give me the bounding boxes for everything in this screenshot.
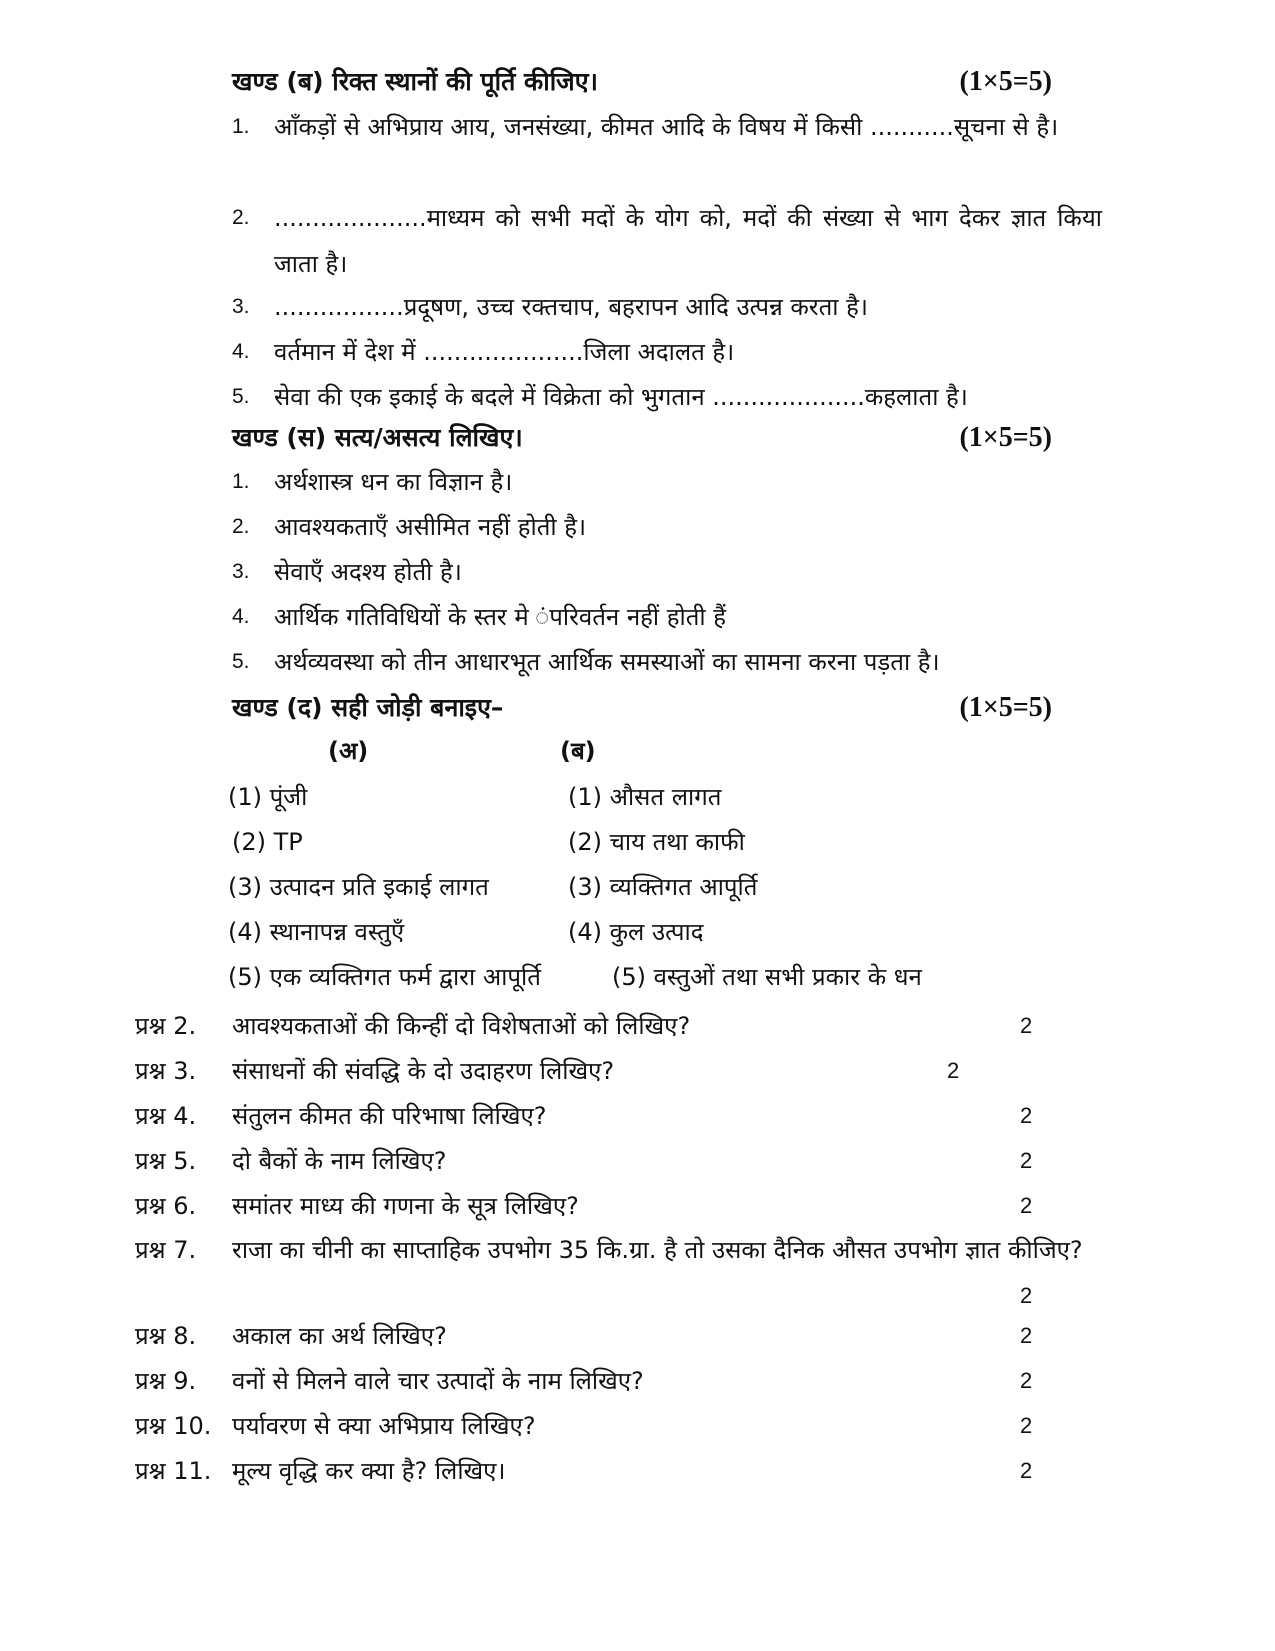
item-number: 5. bbox=[232, 650, 250, 673]
item-number: 4. bbox=[232, 605, 250, 628]
item-text: अर्थशास्त्र धन का विज्ञान है। bbox=[274, 468, 513, 496]
question-marks: 2 bbox=[947, 1058, 960, 1083]
question-label: प्रश्न 5. bbox=[135, 1147, 197, 1175]
question-text: राजा का चीनी का साप्ताहिक उपभोग 35 कि.ग्रा. है तो उसका दैनिक औसत उपभोग ज्ञात कीजिए? bbox=[232, 1236, 1083, 1264]
item-number: 1. bbox=[232, 115, 250, 138]
item-text: आर्थिक गतिविधियों के स्तर मे ंपरिवर्तन नहीं होती हैं bbox=[274, 603, 726, 631]
item-number: 5. bbox=[232, 385, 250, 408]
question-marks: 2 bbox=[1020, 1413, 1033, 1438]
question-label: प्रश्न 8. bbox=[135, 1322, 197, 1350]
section-d-title: खण्ड (द) सही जोड़ी बनाइए– bbox=[232, 693, 504, 722]
question-label: प्रश्न 10. bbox=[135, 1412, 212, 1440]
question-label: प्रश्न 4. bbox=[135, 1102, 197, 1130]
question-marks: 2 bbox=[1020, 1283, 1033, 1308]
item-text: .................प्रदूषण, उच्च रक्तचाप, बहरापन आदि उत्पन्न करता है। bbox=[274, 293, 868, 321]
item-number: 4. bbox=[232, 340, 250, 363]
column-b-item-5: (5) वस्तुओं तथा सभी प्रकार के धन bbox=[612, 963, 922, 991]
column-a-item-2: (2) TP bbox=[232, 828, 303, 856]
item-text: आवश्यकताएँ असीमित नहीं होती है। bbox=[274, 513, 587, 541]
section-b-title: खण्ड (ब) रिक्त स्थानों की पूर्ति कीजिए। bbox=[232, 67, 599, 96]
column-b-item-3: (3) व्यक्तिगत आपूर्ति bbox=[568, 873, 758, 901]
item-number: 3. bbox=[232, 295, 250, 318]
question-text: समांतर माध्य की गणना के सूत्र लिखिए? bbox=[232, 1192, 579, 1220]
section-c-heading bbox=[232, 418, 1052, 458]
item-text: ....................माध्यम को सभी मदों के योग को, मदों की संख्या से भाग देकर ज्ञात किया जाता है। bbox=[274, 204, 1102, 278]
item-text: वर्तमान में देश में .....................जिला अदालत है। bbox=[274, 338, 735, 366]
column-b-item-2: (2) चाय तथा काफी bbox=[568, 828, 745, 856]
question-label: प्रश्न 3. bbox=[135, 1057, 197, 1085]
question-marks: 2 bbox=[1020, 1148, 1033, 1173]
question-label: प्रश्न 9. bbox=[135, 1367, 197, 1395]
section-d-heading bbox=[232, 688, 1052, 728]
question-marks: 2 bbox=[1020, 1193, 1033, 1218]
question-text: वनों से मिलने वाले चार उत्पादों के नाम लिखिए? bbox=[232, 1367, 644, 1395]
question-label: प्रश्न 11. bbox=[135, 1457, 212, 1485]
section-b-heading bbox=[232, 62, 1052, 102]
column-b-heading: (ब) bbox=[560, 737, 596, 765]
question-text: संसाधनों की संवद्धि के दो उदाहरण लिखिए? bbox=[232, 1057, 615, 1085]
item-text: सेवाएँ अदश्य होती है। bbox=[274, 558, 462, 586]
section-c-title: खण्ड (स) सत्य/असत्य लिखिए। bbox=[232, 423, 523, 452]
item-number: 3. bbox=[232, 560, 250, 583]
question-label: प्रश्न 2. bbox=[135, 1012, 197, 1040]
item-text: सेवा की एक इकाई के बदले में विक्रेता को भुगतान ....................कहलाता है। bbox=[274, 383, 968, 411]
column-a-item-1: (1) पूंजी bbox=[228, 783, 308, 811]
column-b-item-1: (1) औसत लागत bbox=[568, 783, 722, 811]
question-label: प्रश्न 7. bbox=[135, 1236, 197, 1264]
item-text: आँकड़ों से अभिप्राय आय, जनसंख्या, कीमत आदि के विषय में किसी ...........सूचना से है। bbox=[274, 113, 1059, 141]
column-b-item-4: (4) कुल उत्पाद bbox=[568, 918, 704, 946]
column-a-item-3: (3) उत्पादन प्रति इकाई लागत bbox=[228, 873, 489, 901]
question-marks: 2 bbox=[1020, 1103, 1033, 1128]
question-label: प्रश्न 6. bbox=[135, 1192, 197, 1220]
column-a-item-4: (4) स्थानापन्न वस्तुएँ bbox=[228, 918, 405, 946]
column-a-heading: (अ) bbox=[328, 737, 369, 765]
question-marks: 2 bbox=[1020, 1013, 1033, 1038]
question-text: मूल्य वृद्धि कर क्या है? लिखिए। bbox=[232, 1457, 506, 1485]
section-d-marks: (1×5=5) bbox=[959, 692, 1052, 723]
question-text: दो बैकों के नाम लिखिए? bbox=[232, 1147, 447, 1175]
item-number: 1. bbox=[232, 470, 250, 493]
section-c-marks: (1×5=5) bbox=[959, 422, 1052, 453]
question-marks: 2 bbox=[1020, 1323, 1033, 1348]
item-number: 2. bbox=[232, 515, 250, 538]
question-text: अकाल का अर्थ लिखिए? bbox=[232, 1322, 447, 1350]
section-b-marks: (1×5=5) bbox=[959, 66, 1052, 97]
question-text: आवश्यकताओं की किन्हीं दो विशेषताओं को लिखिए? bbox=[232, 1012, 691, 1040]
question-text: संतुलन कीमत की परिभाषा लिखिए? bbox=[232, 1102, 547, 1130]
column-a-item-5: (5) एक व्यक्तिगत फर्म द्वारा आपूर्ति bbox=[228, 963, 541, 991]
question-marks: 2 bbox=[1020, 1458, 1033, 1483]
question-marks: 2 bbox=[1020, 1368, 1033, 1393]
item-number: 2. bbox=[232, 206, 250, 229]
item-text: अर्थव्यवस्था को तीन आधारभूत आर्थिक समस्याओं का सामना करना पड़ता है। bbox=[274, 648, 940, 676]
question-text: पर्यावरण से क्या अभिप्राय लिखिए? bbox=[232, 1412, 536, 1440]
